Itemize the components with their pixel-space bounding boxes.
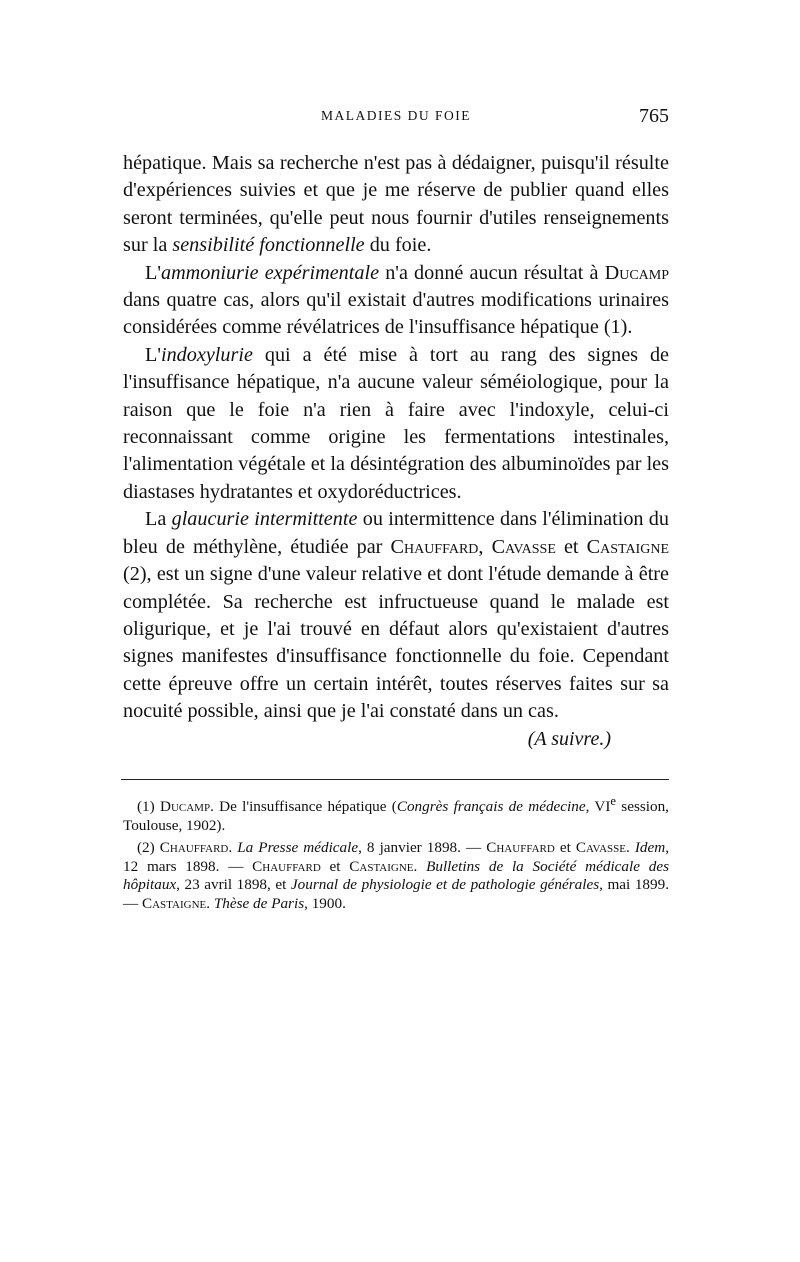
text-run: ,	[478, 535, 492, 558]
citation-title: La Presse médicale	[237, 839, 359, 857]
text-run: , 8 janvier 1898. —	[358, 839, 487, 857]
text-run: , 12 mars 1898. —	[123, 839, 669, 875]
text-run: (1)	[137, 798, 160, 815]
citation-title: Thèse de Paris	[213, 894, 305, 912]
author-name: Chauffard	[252, 857, 321, 875]
italic-term: sensibilité fonctionnelle	[172, 234, 365, 257]
author-name: Castaigne	[586, 535, 669, 558]
italic-term: ammoniurie expérimentale	[160, 261, 380, 284]
citation-title: Bulletins de la Société médicale des hôpitaux	[123, 857, 669, 894]
citation-title: Congrès français de médecine	[396, 798, 586, 815]
citation-title: Journal de physiologie et de pathologie générales	[290, 876, 600, 894]
text-run: dans quatre cas, alors qu'il existait d'autres modifications urinaires considérées comme révélatrices de l'insuffisance hépatique (1).	[123, 289, 669, 339]
italic-term: indoxylurie	[160, 343, 253, 366]
text-run: .	[206, 894, 214, 912]
text-run: . De l'insuffisance hépatique (	[210, 798, 397, 815]
text-run: n'a donné aucun résultat à	[379, 261, 605, 284]
author-name: Castaigne	[349, 857, 414, 875]
footnote-2	[123, 839, 669, 913]
text-run: et	[555, 535, 587, 558]
text-run: et	[554, 839, 576, 857]
text-run: L'	[145, 343, 161, 366]
author-name: Chauffard	[159, 839, 229, 857]
page-number: 765	[639, 105, 669, 127]
author-name: Ducamp	[604, 261, 669, 284]
author-name: Chauffard	[486, 839, 555, 857]
italic-term: glaucurie intermittente	[171, 508, 358, 531]
paragraph-2	[123, 260, 669, 342]
author-name: Chauffard	[390, 535, 479, 558]
superscript: e	[610, 793, 617, 808]
text-run: .	[228, 839, 238, 857]
page-header	[123, 105, 669, 138]
text-run: ou intermittence dans l'élimination du bleu de méthylène, étudiée par	[123, 508, 669, 558]
running-head: MALADIES DU FOIE	[321, 108, 471, 123]
footnotes	[123, 792, 669, 914]
text-run: qui a été mise à tort au rang des signes de l'insuffisance hépatique, n'a aucune valeur séméiologique, pour la raison que le foie n'a rien à faire avec l'indoxyle, celui-ci reconnaissant comme origine les fermentations intestinales, l'alimentation végétale et la désintégration des albuminoïdes par les diastases hydratantes et oxydoréductrices.	[123, 343, 669, 503]
footnote-rule	[121, 779, 669, 780]
text-run: , 1900.	[304, 894, 346, 912]
text-run: et	[320, 857, 350, 875]
body-text	[123, 150, 669, 753]
text-run: (2)	[137, 839, 160, 857]
author-name: Cavasse	[575, 839, 626, 857]
text-run: .	[625, 839, 635, 857]
text-run: L'	[145, 261, 161, 284]
text-run: La	[145, 508, 172, 531]
text-run: du foie.	[364, 234, 432, 257]
paragraph-1	[123, 150, 669, 260]
text-run: session, Toulouse, 1902).	[123, 798, 669, 834]
book-page	[123, 105, 669, 918]
text-run: , VI	[585, 798, 611, 815]
author-name: Cavasse	[491, 535, 556, 558]
paragraph-4	[123, 506, 669, 725]
text-run: , mai 1899. —	[123, 876, 669, 912]
text-run: , 23 avril 1898, et	[176, 876, 291, 894]
author-name: Ducamp	[159, 798, 211, 815]
text-run: (2), est un signe d'une valeur relative et dont l'étude demande à être complétée. Sa recherche est infructueuse quand le malade est oligurique, et je l'ai trouvé en défaut alors qu'existaient d'autres signes manifestes d'insuffisance fonctionnelle du foie. Cependant cette épreuve offre un certain intérêt, toutes réserves faites sur sa nocuité possible, ainsi que je l'ai constaté dans un cas.	[123, 563, 669, 723]
paragraph-3	[123, 342, 669, 506]
citation-title: Idem	[634, 839, 666, 857]
text-run: hépatique. Mais sa recherche n'est pas à dédaigner, puisqu'il résulte d'expériences suivies et que je me réserve de publier quand elles seront terminées, qu'elle peut nous fournir d'utiles renseignements sur la	[123, 152, 669, 257]
to-be-continued: (A suivre.)	[527, 727, 611, 750]
author-name: Castaigne	[141, 894, 207, 912]
text-run: .	[413, 857, 427, 875]
footnote-1	[123, 792, 669, 835]
